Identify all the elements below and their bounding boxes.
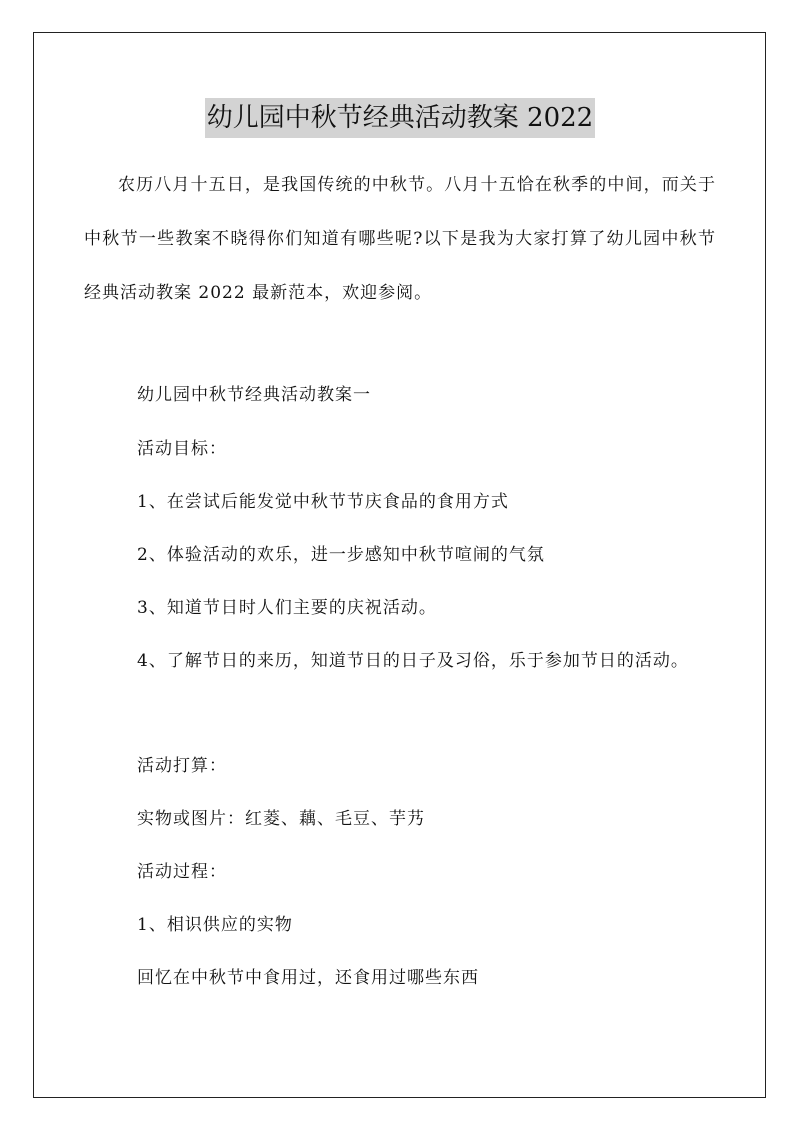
document-title: 幼儿园中秋节经典活动教案 2022 — [205, 98, 595, 138]
goal-item-4: 4、了解节日的来历，知道节日的日子及习俗，乐于参加节日的活动。 — [137, 651, 689, 671]
goals-heading: 活动目标： — [137, 439, 227, 459]
prep-item: 实物或图片：红菱、藕、毛豆、芋艿 — [137, 809, 425, 829]
process-text: 回忆在中秋节中食用过，还食用过哪些东西 — [137, 968, 479, 988]
goal-item-3: 3、知道节日时人们主要的庆祝活动。 — [137, 598, 437, 618]
title-wrap — [84, 98, 716, 138]
section-heading: 幼儿园中秋节经典活动教案一 — [137, 385, 371, 405]
prep-heading: 活动打算： — [137, 756, 227, 776]
process-heading: 活动过程： — [137, 862, 227, 882]
process-step-1: 1、相识供应的实物 — [137, 915, 293, 935]
intro-paragraph: 农历八月十五日，是我国传统的中秋节。八月十五恰在秋季的中间，而关于中秋节一些教案不晓得你们知道有哪些呢?以下是我为大家打算了幼儿园中秋节经典活动教案 2022 最新范本，欢迎参阅。 — [84, 175, 716, 303]
goal-item-2: 2、体验活动的欢乐，进一步感知中秋节喧闹的气氛 — [137, 545, 545, 565]
goal-item-1: 1、在尝试后能发觉中秋节节庆食品的食用方式 — [137, 492, 509, 512]
